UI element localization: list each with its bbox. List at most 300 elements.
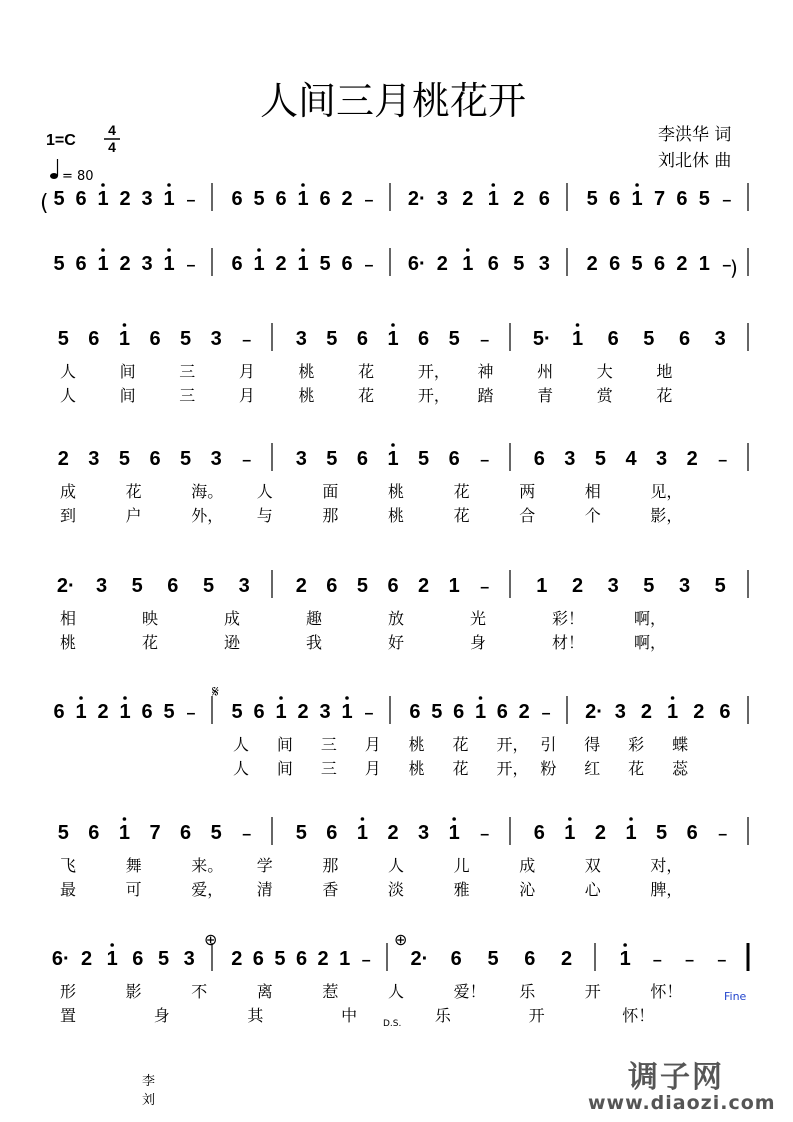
intro-close-paren: ): [730, 256, 738, 280]
sustain-dash: –: [186, 192, 196, 209]
note: 6: [295, 948, 308, 970]
note: 2: [518, 701, 530, 723]
note: 1: [387, 448, 399, 470]
note: 1: [275, 701, 287, 723]
sustain-dash: –: [652, 952, 662, 969]
note: 2: [317, 948, 329, 970]
note: 1: [97, 253, 109, 275]
lyric-syllable: 人: [388, 982, 405, 1001]
lyric-syllable: 桃: [388, 506, 405, 525]
lyric-syllable: 开，: [496, 759, 529, 778]
note: 2: [676, 253, 688, 275]
note: 1: [487, 188, 499, 210]
note: 3: [418, 822, 430, 844]
note: 5: [656, 822, 668, 844]
lyric-syllable: 乐: [434, 1006, 451, 1025]
lyric-syllable: 桃: [298, 386, 315, 405]
note: 5: [418, 448, 430, 470]
lyric-syllable: 花: [453, 482, 470, 501]
lyric-syllable: 雅: [453, 880, 470, 899]
note: 3: [88, 448, 100, 470]
lyric-syllable: 儿: [453, 856, 470, 875]
system-3: [58, 323, 748, 405]
note: 5: [163, 701, 175, 723]
lyric-syllable: 成: [224, 609, 241, 628]
lyric-syllable: 桃: [388, 482, 405, 501]
note: 2: [640, 701, 652, 723]
note: 2: [436, 253, 448, 275]
lyric-syllable: 花: [358, 362, 375, 381]
sustain-dash: –: [722, 257, 732, 274]
octave-dot-above: [391, 443, 395, 447]
sustain-dash: –: [242, 332, 252, 349]
lyric-syllable: 怀！: [622, 1006, 655, 1025]
note: 2: [586, 253, 598, 275]
note: 5: [448, 328, 460, 350]
note: 6: [496, 701, 508, 723]
lyric-syllable: 彩！: [552, 609, 585, 628]
lyric-syllable: 开: [584, 982, 601, 1001]
note: 6: [356, 328, 368, 350]
lyric-syllable: 桃: [298, 362, 315, 381]
lyric-syllable: 月: [364, 735, 381, 754]
note: 3: [141, 253, 153, 275]
note: 1: [341, 701, 353, 723]
note: 5: [210, 822, 222, 844]
note: 6: [149, 448, 161, 470]
lyric-syllable: 对，: [650, 856, 683, 875]
note: 1: [119, 701, 131, 723]
time-signature-top: 4: [108, 122, 116, 138]
lyric-syllable: 影: [125, 982, 142, 1001]
sustain-dash: –: [718, 452, 728, 469]
lyric-syllable: 乐: [519, 982, 536, 1001]
note: 6: [676, 188, 688, 210]
fine-label: Fine: [724, 990, 747, 1003]
lyric-syllable: 踏: [477, 386, 494, 405]
lyric-syllable: 清: [256, 880, 273, 899]
lyric-syllable: 其: [247, 1006, 264, 1025]
note: 3: [95, 575, 108, 597]
lyric-syllable: 人: [256, 482, 273, 501]
note: 2: [594, 822, 606, 844]
note: 2: [231, 948, 243, 970]
note: 6: [450, 948, 462, 970]
note: 6: [141, 701, 153, 723]
note: 5: [253, 188, 265, 210]
note: 6: [180, 822, 192, 844]
lyric-syllable: 蝶: [672, 735, 689, 754]
lyric-syllable: 海。: [191, 482, 224, 501]
lyric-syllable: 赏: [596, 386, 613, 405]
note: 2: [295, 575, 307, 597]
note: 5: [631, 253, 643, 275]
segno-icon: 𝄋: [212, 682, 219, 701]
lyric-syllable: 到: [60, 506, 77, 525]
lyric-syllable: 沁: [519, 880, 536, 899]
note: 6: [609, 188, 621, 210]
lyric-syllable: 放: [388, 609, 405, 628]
octave-dot-above: [279, 696, 283, 700]
note: 6: [356, 448, 368, 470]
sustain-dash: –: [480, 332, 490, 349]
note: 1: [163, 188, 175, 210]
note: 2: [297, 701, 309, 723]
lyric-syllable: 心: [584, 880, 601, 899]
octave-dot-above: [466, 248, 470, 252]
lyric-syllable: 人: [60, 362, 77, 381]
lyric-syllable: 间: [276, 759, 293, 778]
lyric-syllable: 地: [656, 362, 673, 381]
lyric-syllable: 花: [452, 735, 469, 754]
system-6: [53, 696, 748, 778]
note: 1: [75, 701, 87, 723]
note: 5: [53, 253, 65, 275]
lyric-syllable: 彩: [628, 735, 645, 754]
note: 6: [719, 701, 731, 723]
lyric-syllable: 飞: [60, 856, 77, 875]
octave-dot-above: [623, 943, 627, 947]
note: 5: [202, 575, 215, 597]
lyric-syllable: 那: [322, 856, 339, 875]
footer-name-2: 刘: [142, 1093, 156, 1108]
lyric-syllable: 花: [628, 759, 645, 778]
note: 5: [274, 948, 286, 970]
note: 1: [356, 822, 368, 844]
lyric-syllable: 爱！: [453, 982, 486, 1001]
sustain-dash: –: [242, 452, 252, 469]
lyric-syllable: 花: [453, 506, 470, 525]
coda-icon: ⊕: [394, 930, 408, 949]
lyric-syllable: 面: [322, 482, 339, 501]
note: 1: [118, 328, 130, 350]
note: 5: [643, 328, 655, 350]
lyric-syllable: 来。: [191, 856, 224, 875]
lyric-syllable: 与: [256, 506, 273, 525]
note: 6: [607, 328, 619, 350]
note: 1: [97, 188, 109, 210]
octave-dot-above: [301, 183, 305, 187]
coda-icon: ⊕: [204, 930, 218, 949]
note: 2: [275, 253, 287, 275]
note: 2·: [56, 575, 75, 597]
note: 1: [118, 822, 130, 844]
system-8: [52, 943, 748, 1025]
watermark-url: www.diaozi.com: [588, 1092, 776, 1114]
octave-dot-above: [123, 817, 127, 821]
lyric-syllable: 开，: [496, 735, 529, 754]
lyric-syllable: 人: [388, 856, 405, 875]
sustain-dash: –: [242, 826, 252, 843]
lyric-syllable: 外，: [191, 506, 224, 525]
sustain-dash: –: [722, 192, 732, 209]
note: 6: [533, 822, 545, 844]
system-5: [57, 570, 748, 652]
note: 5: [513, 253, 525, 275]
lyric-syllable: 好: [388, 633, 405, 652]
system-2: [53, 248, 748, 276]
lyric-syllable: 可: [125, 880, 142, 899]
note: 1: [387, 328, 399, 350]
note: 6: [678, 328, 691, 350]
time-signature-bottom: 4: [108, 139, 116, 155]
lyric-syllable: 三: [179, 386, 196, 405]
lyric-syllable: 三: [179, 362, 196, 381]
lyric-syllable: 神: [477, 362, 494, 381]
lyric-syllable: 桃: [60, 633, 77, 652]
sustain-dash: –: [480, 826, 490, 843]
note: 5: [356, 575, 368, 597]
note: 5: [586, 188, 598, 210]
note: 1: [106, 948, 118, 970]
note: 6: [524, 948, 536, 970]
note: 6: [487, 253, 499, 275]
note: 3: [564, 448, 576, 470]
lyric-syllable: 怀！: [650, 982, 683, 1001]
octave-dot-above: [345, 696, 349, 700]
lyric-syllable: 见，: [650, 482, 683, 501]
notation-systems: [52, 183, 748, 1025]
lyric-syllable: 蕊: [672, 759, 689, 778]
note: 1: [297, 253, 309, 275]
note: 2: [119, 188, 131, 210]
note: 6: [409, 701, 421, 723]
note: 6: [609, 253, 621, 275]
lyric-syllable: 脾，: [650, 880, 683, 899]
lyric-syllable: 形: [60, 982, 77, 1001]
lyric-syllable: 中: [341, 1006, 358, 1025]
note: 5: [180, 448, 192, 470]
octave-dot-above: [123, 323, 127, 327]
lyric-syllable: 学: [256, 856, 273, 875]
note: 5: [131, 575, 143, 597]
note: 6: [149, 328, 161, 350]
note: 1: [297, 188, 309, 210]
sustain-dash: –: [364, 192, 374, 209]
octave-dot-above: [576, 323, 580, 327]
lyric-syllable: 花: [142, 633, 159, 652]
note: 2·: [585, 701, 603, 723]
note: 6: [231, 253, 243, 275]
lyric-syllable: 人: [60, 386, 77, 405]
note: 5: [231, 701, 243, 723]
note: 1: [253, 253, 265, 275]
note: 1: [619, 948, 631, 970]
intro-open-paren: (: [40, 191, 49, 216]
note: 6: [88, 328, 100, 350]
lyric-syllable: 大: [596, 362, 613, 381]
note: 3: [295, 328, 307, 350]
note: 2: [387, 822, 399, 844]
lyric-syllable: 开: [528, 1006, 545, 1025]
lyric-syllable: 成: [60, 482, 77, 501]
note: 6: [686, 822, 698, 844]
note: 3: [614, 701, 626, 723]
note: 1: [448, 822, 460, 844]
note: 6: [453, 701, 465, 723]
lyric-syllable: 户: [125, 506, 142, 525]
note: 5: [118, 448, 130, 470]
lyric-syllable: 月: [238, 386, 255, 405]
note: 2: [119, 253, 131, 275]
note: 3: [183, 948, 195, 970]
lyric-syllable: 青: [537, 386, 554, 405]
sustain-dash: –: [364, 705, 374, 722]
octave-dot-above: [629, 817, 633, 821]
octave-dot-above: [635, 183, 639, 187]
note: 5·: [532, 328, 551, 350]
octave-dot-above: [391, 323, 395, 327]
note: 2: [57, 448, 69, 470]
note: 3: [210, 328, 222, 350]
note: 5: [698, 188, 710, 210]
octave-dot-above: [671, 696, 675, 700]
system-1: [53, 183, 748, 211]
lyric-syllable: 相: [584, 482, 601, 501]
sustain-dash: –: [480, 579, 490, 596]
watermark-site-name: 调子网: [628, 1060, 724, 1095]
tempo-marking: = 80: [62, 169, 94, 184]
lyric-syllable: 逊: [224, 633, 241, 652]
lyric-syllable: 惹: [322, 982, 339, 1001]
note: 5: [295, 822, 307, 844]
lyric-syllable: 最: [60, 880, 77, 899]
note: 1: [667, 701, 679, 723]
lyric-syllable: 影，: [650, 506, 683, 525]
note: 2: [80, 948, 93, 970]
lyric-syllable: 爱，: [191, 880, 224, 899]
note: 1: [462, 253, 474, 275]
ds-label: D.S.: [383, 1019, 402, 1029]
system-7: [58, 817, 748, 899]
note: 2: [97, 701, 109, 723]
note: 1: [698, 253, 710, 275]
note: 5: [57, 822, 69, 844]
sustain-dash: –: [718, 826, 728, 843]
system-4: [58, 443, 748, 525]
note: 5: [487, 948, 499, 970]
lyric-syllable: 香: [322, 880, 339, 899]
lyric-syllable: 相: [60, 609, 77, 628]
note: 6: [53, 701, 65, 723]
lyric-syllable: 月: [238, 362, 255, 381]
note: 6: [253, 701, 265, 723]
lyric-syllable: 粉: [540, 759, 557, 778]
note: 3: [238, 575, 250, 597]
note: 6: [387, 575, 399, 597]
note: 5: [714, 575, 726, 597]
note: 5: [594, 448, 606, 470]
octave-dot-above: [167, 183, 171, 187]
lyric-syllable: 两: [519, 482, 536, 501]
lyric-syllable: 不: [191, 982, 208, 1001]
note: 7: [149, 822, 161, 844]
lyric-syllable: 引: [540, 735, 557, 754]
note: 6: [341, 253, 353, 275]
note: 5: [180, 328, 192, 350]
lyric-syllable: 双: [584, 856, 601, 875]
lyric-syllable: 三: [320, 759, 337, 778]
octave-dot-above: [257, 248, 261, 252]
lyric-syllable: 材！: [552, 633, 585, 652]
note: 1: [163, 253, 175, 275]
lyric-syllable: 花: [358, 386, 375, 405]
note: 6: [448, 448, 460, 470]
note: 5: [53, 188, 65, 210]
note: 2·: [410, 948, 429, 970]
note: 5: [643, 575, 655, 597]
lyric-syllable: 趣: [306, 609, 323, 628]
lyric-syllable: 啊，: [634, 633, 667, 652]
lyric-syllable: 桃: [408, 735, 425, 754]
note: 3: [295, 448, 307, 470]
key-signature: 1=C: [46, 132, 76, 149]
lyric-syllable: 桃: [408, 759, 425, 778]
note: 1: [536, 575, 548, 597]
footer-name-1: 李: [142, 1074, 156, 1089]
note: 3: [141, 188, 153, 210]
note: 2: [693, 701, 705, 723]
lyric-syllable: 淡: [388, 880, 405, 899]
note: 1: [571, 328, 584, 350]
note: 2: [561, 948, 573, 970]
lyric-syllable: 间: [119, 386, 136, 405]
lyric-syllable: 人: [233, 759, 250, 778]
note: 6·: [407, 253, 426, 275]
lyric-syllable: 舞: [125, 856, 142, 875]
note: 4: [625, 448, 637, 470]
quarter-note-icon: [50, 159, 58, 179]
sustain-dash: –: [717, 952, 727, 969]
note: 5: [157, 948, 170, 970]
note: 2: [686, 448, 698, 470]
lyric-syllable: 花: [452, 759, 469, 778]
note: 3: [714, 328, 726, 350]
note: 3: [678, 575, 691, 597]
lyric-syllable: 开，: [417, 362, 450, 381]
sustain-dash: –: [186, 257, 196, 274]
note: 6: [326, 822, 338, 844]
sustain-dash: –: [685, 952, 695, 969]
note: 2: [462, 188, 474, 210]
note: 6: [326, 575, 338, 597]
octave-dot-above: [491, 183, 495, 187]
note: 2: [571, 575, 584, 597]
note: 1: [625, 822, 637, 844]
note: 3: [538, 253, 550, 275]
lyric-syllable: 得: [584, 735, 601, 754]
sustain-dash: –: [480, 452, 490, 469]
lyric-syllable: 光: [470, 609, 487, 628]
lyric-syllable: 花: [656, 386, 673, 405]
sustain-dash: –: [364, 257, 374, 274]
note: 5: [326, 448, 338, 470]
lyric-syllable: 个: [584, 506, 601, 525]
lyric-syllable: 身: [470, 633, 487, 652]
octave-dot-above: [123, 696, 127, 700]
note: 5: [326, 328, 338, 350]
note: 6: [319, 188, 331, 210]
note: 1: [448, 575, 460, 597]
note: 6: [275, 188, 287, 210]
note: 3: [656, 448, 668, 470]
octave-dot-above: [79, 696, 83, 700]
note: 3: [210, 448, 222, 470]
octave-dot-above: [167, 248, 171, 252]
octave-dot-above: [452, 817, 456, 821]
song-title: 人间三月桃花开: [259, 79, 527, 123]
note: 6: [231, 188, 243, 210]
